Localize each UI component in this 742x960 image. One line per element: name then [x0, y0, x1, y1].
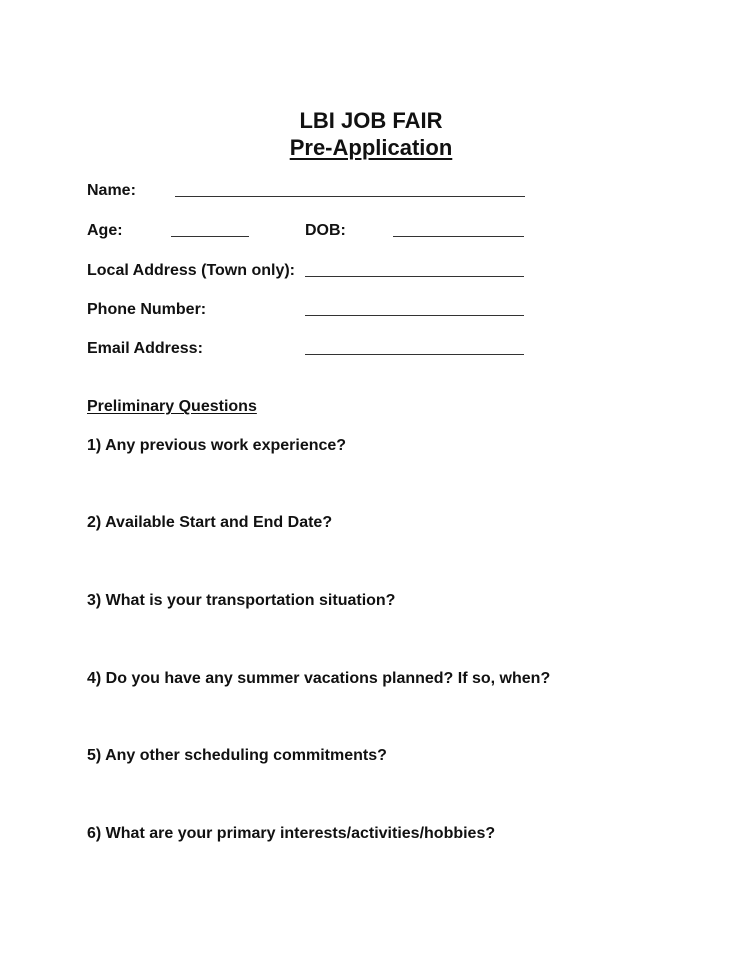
dob-field-line[interactable]: [393, 236, 524, 237]
question-3: 3) What is your transportation situation?: [87, 592, 396, 609]
phone-number-label: Phone Number:: [87, 301, 207, 318]
question-2: 2) Available Start and End Date?: [87, 514, 333, 531]
form-subtitle: Pre-Application: [289, 135, 453, 160]
name-field-line[interactable]: [175, 196, 525, 197]
local-address-field-line[interactable]: [305, 276, 524, 277]
preliminary-questions-heading: Preliminary Questions: [87, 398, 257, 415]
question-4: 4) Do you have any summer vacations planned? If so, when?: [87, 670, 551, 687]
question-1: 1) Any previous work experience?: [87, 437, 347, 454]
question-6: 6) What are your primary interests/activities/hobbies?: [87, 825, 496, 842]
dob-label: DOB:: [305, 222, 346, 239]
question-5: 5) Any other scheduling commitments?: [87, 747, 387, 764]
age-field-line[interactable]: [171, 236, 249, 237]
email-address-label: Email Address:: [87, 340, 203, 357]
age-label: Age:: [87, 222, 123, 239]
name-label: Name:: [87, 182, 136, 199]
email-address-field-line[interactable]: [305, 354, 524, 355]
local-address-label: Local Address (Town only):: [87, 262, 296, 279]
form-title: LBI JOB FAIR: [299, 108, 443, 133]
phone-number-field-line[interactable]: [305, 315, 524, 316]
